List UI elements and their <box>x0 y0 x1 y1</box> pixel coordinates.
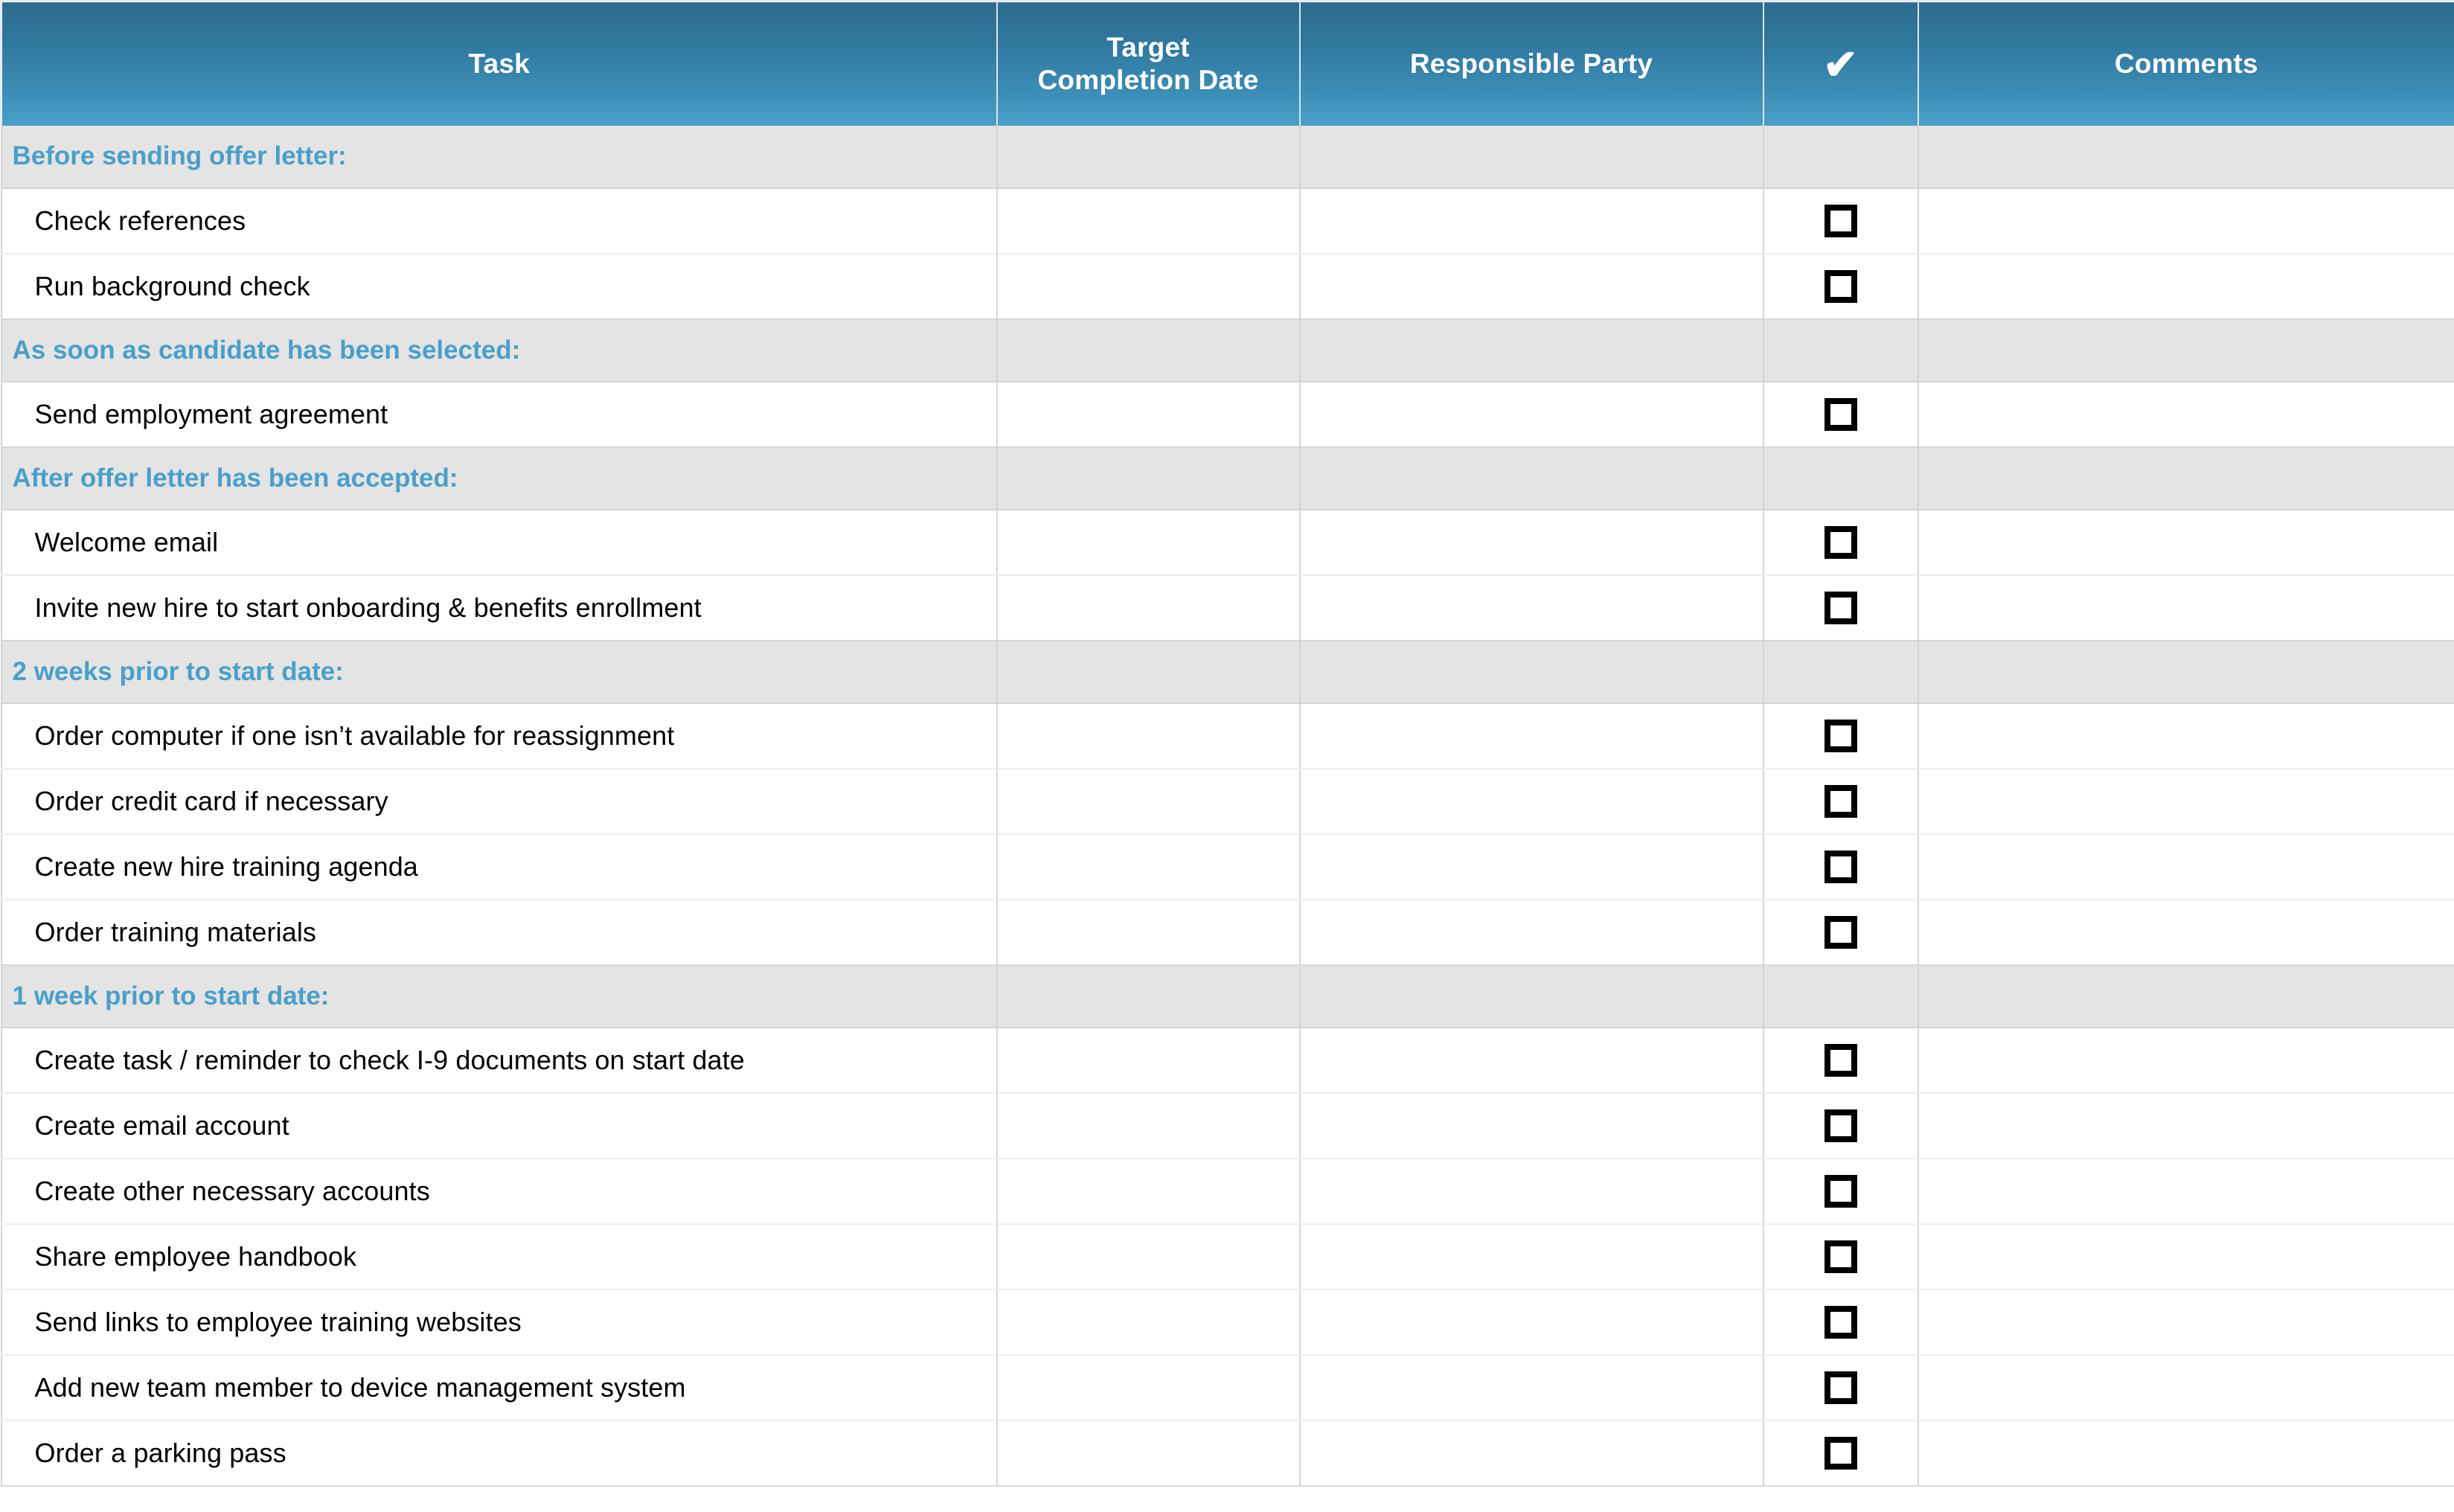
table-header <box>1 1 2454 126</box>
section-header-row <box>1 319 2454 382</box>
table-row <box>1 703 2454 769</box>
target-completion-date-cell[interactable] <box>997 1420 1300 1486</box>
section-header-spacer-party <box>1300 126 1763 188</box>
column-header-responsible-party[interactable] <box>1300 1 1763 126</box>
section-header-spacer-check <box>1763 319 1918 382</box>
task-cell <box>1 1159 997 1224</box>
section-header-spacer-date <box>997 126 1300 188</box>
checkbox-cell[interactable] <box>1763 254 1918 319</box>
task-cell <box>1 1355 997 1420</box>
table-row <box>1 834 2454 900</box>
responsible-party-cell[interactable] <box>1300 575 1763 641</box>
task-label: Order computer if one isn’t available for reassignment <box>34 720 675 751</box>
comments-cell[interactable] <box>1918 1093 2454 1159</box>
task-cell <box>1 900 997 965</box>
section-header-row <box>1 641 2454 703</box>
section-heading-label: 1 week prior to start date: <box>12 981 330 1010</box>
checkbox-icon[interactable] <box>1825 850 1857 883</box>
table-row <box>1 900 2454 965</box>
table-row <box>1 575 2454 641</box>
task-label: Order training materials <box>34 916 317 947</box>
table-row <box>1 1159 2454 1224</box>
table-row <box>1 1420 2454 1486</box>
section-header-spacer-comments <box>1918 126 2454 188</box>
section-header-cell-before-sending-offer-letter <box>1 126 997 188</box>
checkbox-icon[interactable] <box>1825 1175 1857 1208</box>
section-header-spacer-date <box>997 447 1300 510</box>
checkbox-icon[interactable] <box>1825 398 1857 431</box>
section-header-cell-after-offer-letter-has-been-accepted <box>1 447 997 510</box>
task-label: Send employment agreement <box>34 398 388 429</box>
checkmark-icon: ✔ <box>1822 41 1859 89</box>
responsible-party-cell[interactable] <box>1300 1355 1763 1420</box>
section-header-spacer-check <box>1763 965 1918 1028</box>
table-row <box>1 510 2454 575</box>
checkbox-cell[interactable] <box>1763 1028 1918 1093</box>
task-label: Create new hire training agenda <box>34 850 418 882</box>
table-row <box>1 1290 2454 1355</box>
responsible-party-cell[interactable] <box>1300 1290 1763 1355</box>
checkbox-icon[interactable] <box>1825 785 1857 818</box>
section-header-spacer-comments <box>1918 641 2454 703</box>
section-heading-label: Before sending offer letter: <box>12 141 347 170</box>
checkbox-cell[interactable] <box>1763 1224 1918 1290</box>
comments-cell[interactable] <box>1918 1420 2454 1486</box>
checkbox-cell[interactable] <box>1763 900 1918 965</box>
checkbox-icon[interactable] <box>1825 1240 1857 1273</box>
column-header-task[interactable] <box>1 1 997 126</box>
responsible-party-cell[interactable] <box>1300 703 1763 769</box>
section-header-spacer-date <box>997 641 1300 703</box>
column-header-date-line2: Completion Date <box>1037 64 1259 95</box>
task-label: Create email account <box>34 1109 289 1141</box>
task-label: Order credit card if necessary <box>34 785 388 816</box>
task-cell <box>1 1290 997 1355</box>
task-label: Create other necessary accounts <box>34 1175 430 1206</box>
task-cell <box>1 834 997 900</box>
target-completion-date-cell[interactable] <box>997 900 1300 965</box>
task-cell <box>1 703 997 769</box>
column-header-date-line1: Target <box>1106 32 1190 63</box>
table-row <box>1 382 2454 447</box>
responsible-party-cell[interactable] <box>1300 1093 1763 1159</box>
target-completion-date-cell[interactable] <box>997 769 1300 834</box>
target-completion-date-cell[interactable] <box>997 510 1300 575</box>
target-completion-date-cell[interactable] <box>997 188 1300 254</box>
comments-cell[interactable] <box>1918 575 2454 641</box>
task-label: Create task / reminder to check I-9 documents on start date <box>34 1044 745 1075</box>
responsible-party-cell[interactable] <box>1300 1028 1763 1093</box>
task-cell <box>1 1420 997 1486</box>
section-header-spacer-comments <box>1918 447 2454 510</box>
comments-cell[interactable] <box>1918 188 2454 254</box>
target-completion-date-cell[interactable] <box>997 834 1300 900</box>
column-header-target-completion-date[interactable] <box>997 1 1300 126</box>
section-header-row <box>1 965 2454 1028</box>
task-label: Run background check <box>34 270 310 301</box>
section-header-row <box>1 126 2454 188</box>
column-header-task-label: Task <box>468 48 530 79</box>
responsible-party-cell[interactable] <box>1300 510 1763 575</box>
target-completion-date-cell[interactable] <box>997 1093 1300 1159</box>
task-label: Share employee handbook <box>34 1240 357 1272</box>
section-header-cell-1-week-prior-to-start-date <box>1 965 997 1028</box>
target-completion-date-cell[interactable] <box>997 1224 1300 1290</box>
comments-cell[interactable] <box>1918 703 2454 769</box>
comments-cell[interactable] <box>1918 1224 2454 1290</box>
task-label: Order a parking pass <box>34 1437 286 1468</box>
section-header-cell-2-weeks-prior-to-start-date <box>1 641 997 703</box>
section-header-spacer-party <box>1300 319 1763 382</box>
comments-cell[interactable] <box>1918 900 2454 965</box>
section-heading-label: As soon as candidate has been selected: <box>12 335 521 365</box>
responsible-party-cell[interactable] <box>1300 769 1763 834</box>
comments-cell[interactable] <box>1918 769 2454 834</box>
header-row <box>1 1 2454 126</box>
task-label: Check references <box>34 205 246 236</box>
task-label: Send links to employee training websites <box>34 1306 522 1337</box>
checkbox-cell[interactable] <box>1763 510 1918 575</box>
section-header-cell-as-soon-as-candidate-has-been-selected <box>1 319 997 382</box>
target-completion-date-cell[interactable] <box>997 1290 1300 1355</box>
task-cell <box>1 575 997 641</box>
checkbox-cell[interactable] <box>1763 1290 1918 1355</box>
column-header-party-label: Responsible Party <box>1409 48 1653 79</box>
section-header-spacer-comments <box>1918 319 2454 382</box>
task-cell <box>1 510 997 575</box>
table-row <box>1 769 2454 834</box>
checkbox-cell[interactable] <box>1763 382 1918 447</box>
checkbox-cell[interactable] <box>1763 703 1918 769</box>
checkbox-cell[interactable] <box>1763 1355 1918 1420</box>
section-header-spacer-comments <box>1918 965 2454 1028</box>
checkbox-icon[interactable] <box>1825 720 1857 752</box>
section-header-spacer-date <box>997 965 1300 1028</box>
section-header-spacer-party <box>1300 641 1763 703</box>
comments-cell[interactable] <box>1918 382 2454 447</box>
table-row <box>1 188 2454 254</box>
table-row <box>1 254 2454 319</box>
task-label: Add new team member to device management system <box>34 1371 686 1403</box>
target-completion-date-cell[interactable] <box>997 1159 1300 1224</box>
task-cell <box>1 188 997 254</box>
checkbox-cell[interactable] <box>1763 1093 1918 1159</box>
column-header-comments-label: Comments <box>2114 48 2258 79</box>
checkbox-cell[interactable] <box>1763 188 1918 254</box>
section-heading-label: After offer letter has been accepted: <box>12 463 458 493</box>
task-label: Welcome email <box>34 526 219 557</box>
comments-cell[interactable] <box>1918 1290 2454 1355</box>
task-label: Invite new hire to start onboarding & benefits enrollment <box>34 592 702 623</box>
target-completion-date-cell[interactable] <box>997 254 1300 319</box>
responsible-party-cell[interactable] <box>1300 1420 1763 1486</box>
checkbox-cell[interactable] <box>1763 769 1918 834</box>
checkbox-icon[interactable] <box>1825 1371 1857 1404</box>
checkbox-icon[interactable] <box>1825 270 1857 303</box>
section-header-spacer-check <box>1763 447 1918 510</box>
checkbox-icon[interactable] <box>1825 526 1857 559</box>
column-header-comments[interactable] <box>1918 1 2454 126</box>
task-cell <box>1 1224 997 1290</box>
section-heading-label: 2 weeks prior to start date: <box>12 656 344 686</box>
comments-cell[interactable] <box>1918 1355 2454 1420</box>
target-completion-date-cell[interactable] <box>997 703 1300 769</box>
target-completion-date-cell[interactable] <box>997 575 1300 641</box>
column-header-checkmark[interactable] <box>1763 1 1918 126</box>
comments-cell[interactable] <box>1918 1028 2454 1093</box>
comments-cell[interactable] <box>1918 510 2454 575</box>
checkbox-icon[interactable] <box>1825 205 1857 237</box>
checkbox-icon[interactable] <box>1825 1306 1857 1339</box>
task-cell <box>1 769 997 834</box>
section-header-spacer-check <box>1763 126 1918 188</box>
table-row <box>1 1355 2454 1420</box>
table-body <box>1 126 2454 1486</box>
responsible-party-cell[interactable] <box>1300 382 1763 447</box>
checkbox-cell[interactable] <box>1763 1420 1918 1486</box>
checkbox-cell[interactable] <box>1763 834 1918 900</box>
task-cell <box>1 1093 997 1159</box>
target-completion-date-cell[interactable] <box>997 1355 1300 1420</box>
task-cell <box>1 254 997 319</box>
checkbox-cell[interactable] <box>1763 575 1918 641</box>
checkbox-icon[interactable] <box>1825 1109 1857 1142</box>
section-header-spacer-party <box>1300 965 1763 1028</box>
responsible-party-cell[interactable] <box>1300 1224 1763 1290</box>
table-row <box>1 1224 2454 1290</box>
section-header-row <box>1 447 2454 510</box>
checkbox-cell[interactable] <box>1763 1159 1918 1224</box>
checkbox-icon[interactable] <box>1825 1044 1857 1077</box>
comments-cell[interactable] <box>1918 1159 2454 1224</box>
section-header-spacer-date <box>997 319 1300 382</box>
target-completion-date-cell[interactable] <box>997 382 1300 447</box>
task-cell <box>1 382 997 447</box>
comments-cell[interactable] <box>1918 834 2454 900</box>
table-row <box>1 1093 2454 1159</box>
checkbox-icon[interactable] <box>1825 916 1857 949</box>
checkbox-icon[interactable] <box>1825 1437 1857 1470</box>
responsible-party-cell[interactable] <box>1300 188 1763 254</box>
responsible-party-cell[interactable] <box>1300 900 1763 965</box>
section-header-spacer-check <box>1763 641 1918 703</box>
comments-cell[interactable] <box>1918 254 2454 319</box>
checkbox-icon[interactable] <box>1825 592 1857 624</box>
target-completion-date-cell[interactable] <box>997 1028 1300 1093</box>
responsible-party-cell[interactable] <box>1300 834 1763 900</box>
section-header-spacer-party <box>1300 447 1763 510</box>
task-cell <box>1 1028 997 1093</box>
responsible-party-cell[interactable] <box>1300 254 1763 319</box>
responsible-party-cell[interactable] <box>1300 1159 1763 1224</box>
table-row <box>1 1028 2454 1093</box>
